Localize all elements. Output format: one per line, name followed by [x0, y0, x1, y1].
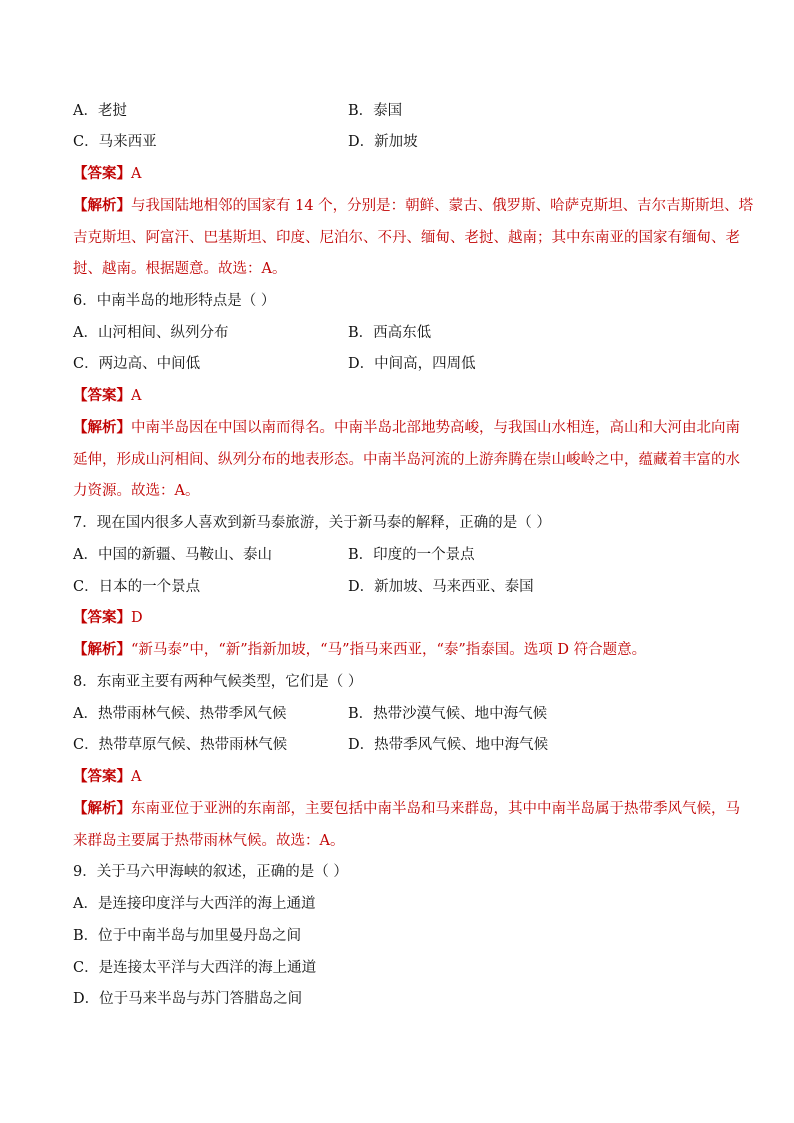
q9-option-c: C．是连接太平洋与大西洋的海上通道 [73, 960, 317, 976]
q7-option-a: A．中国的新疆、马鞍山、泰山 [73, 547, 272, 563]
answer-value: A [131, 388, 142, 404]
q5-option-b: B．泰国 [348, 103, 403, 119]
q6-option-d: D．中间高，四周低 [348, 356, 476, 372]
q8-analysis-line-1 [73, 799, 740, 819]
q8-stem: 8．东南亚主要有两种气候类型，它们是（ ） [73, 674, 363, 690]
answer-tag: 【答案】 [73, 165, 131, 182]
q8-option-b: B．热带沙漠气候、地中海气候 [348, 706, 548, 722]
answer-tag: 【答案】 [73, 609, 131, 626]
analysis-tag: 【解析】 [73, 800, 131, 817]
q6-option-b: B．西高东低 [348, 325, 432, 341]
analysis-tag: 【解析】 [73, 641, 131, 658]
q6-analysis-line-1 [73, 418, 740, 438]
q6-option-c: C．两边高、中间低 [73, 356, 201, 372]
q5-analysis-line-2: 吉克斯坦、阿富汗、巴基斯坦、印度、尼泊尔、不丹、缅甸、老挝、越南；其中东南亚的国家有缅甸、老 [73, 230, 740, 246]
q9-option-b: B．位于中南半岛与加里曼丹岛之间 [73, 928, 302, 944]
answer-value: A [131, 769, 142, 785]
q8-answer [73, 767, 141, 787]
analysis-text: 与我国陆地相邻的国家有 14 个，分别是：朝鲜、蒙古、俄罗斯、哈萨克斯坦、吉尔吉斯斯坦、塔 [131, 198, 754, 214]
q6-analysis-line-2: 延伸，形成山河相间、纵列分布的地表形态。中南半岛河流的上游奔腾在崇山峻岭之中，蕴藏着丰富的水 [73, 452, 740, 468]
analysis-text: 中南半岛因在中国以南而得名。中南半岛北部地势高峻，与我国山水相连，高山和大河由北向南 [131, 420, 740, 436]
q6-answer [73, 386, 141, 406]
answer-tag: 【答案】 [73, 768, 131, 785]
q9-option-a: A．是连接印度洋与大西洋的海上通道 [73, 896, 316, 912]
q5-option-c: C．马来西亚 [73, 134, 157, 150]
q9-stem: 9．关于马六甲海峡的叙述，正确的是（ ） [73, 864, 348, 880]
q7-option-b: B．印度的一个景点 [348, 547, 475, 563]
q8-option-c: C．热带草原气候、热带雨林气候 [73, 737, 288, 753]
q5-analysis-line-3: 挝、越南。根据题意。故选：A。 [73, 261, 287, 277]
q6-stem: 6．中南半岛的地形特点是（ ） [73, 293, 276, 309]
q5-analysis-line-1 [73, 196, 753, 216]
answer-tag: 【答案】 [73, 387, 131, 404]
q5-answer [73, 164, 141, 184]
q7-option-c: C．日本的一个景点 [73, 579, 201, 595]
analysis-text: 东南亚位于亚洲的东南部，主要包括中南半岛和马来群岛，其中中南半岛属于热带季风气候，马 [131, 801, 740, 817]
q8-option-a: A．热带雨林气候、热带季风气候 [73, 706, 287, 722]
answer-value: A [131, 166, 142, 182]
analysis-tag: 【解析】 [73, 419, 131, 436]
q6-analysis-line-3: 力资源。故选：A。 [73, 483, 200, 499]
q8-analysis-line-2: 来群岛主要属于热带雨林气候。故选：A。 [73, 833, 345, 849]
analysis-tag: 【解析】 [73, 197, 131, 214]
q5-option-d: D．新加坡 [348, 134, 418, 150]
q5-option-a: A．老挝 [73, 103, 127, 119]
q7-stem: 7．现在国内很多人喜欢到新马泰旅游，关于新马泰的解释，正确的是（ ） [73, 515, 551, 531]
q9-option-d: D．位于马来半岛与苏门答腊岛之间 [73, 991, 303, 1007]
q7-analysis-line-1 [73, 640, 646, 660]
q7-option-d: D．新加坡、马来西亚、泰国 [348, 579, 534, 595]
q8-option-d: D．热带季风气候、地中海气候 [348, 737, 549, 753]
q6-option-a: A．山河相间、纵列分布 [73, 325, 229, 341]
answer-value: D [131, 610, 143, 626]
q7-answer [73, 608, 143, 628]
analysis-text: “新马泰”中，“新”指新加坡，“马”指马来西亚，“泰”指泰国。选项 D 符合题意。 [131, 642, 647, 658]
